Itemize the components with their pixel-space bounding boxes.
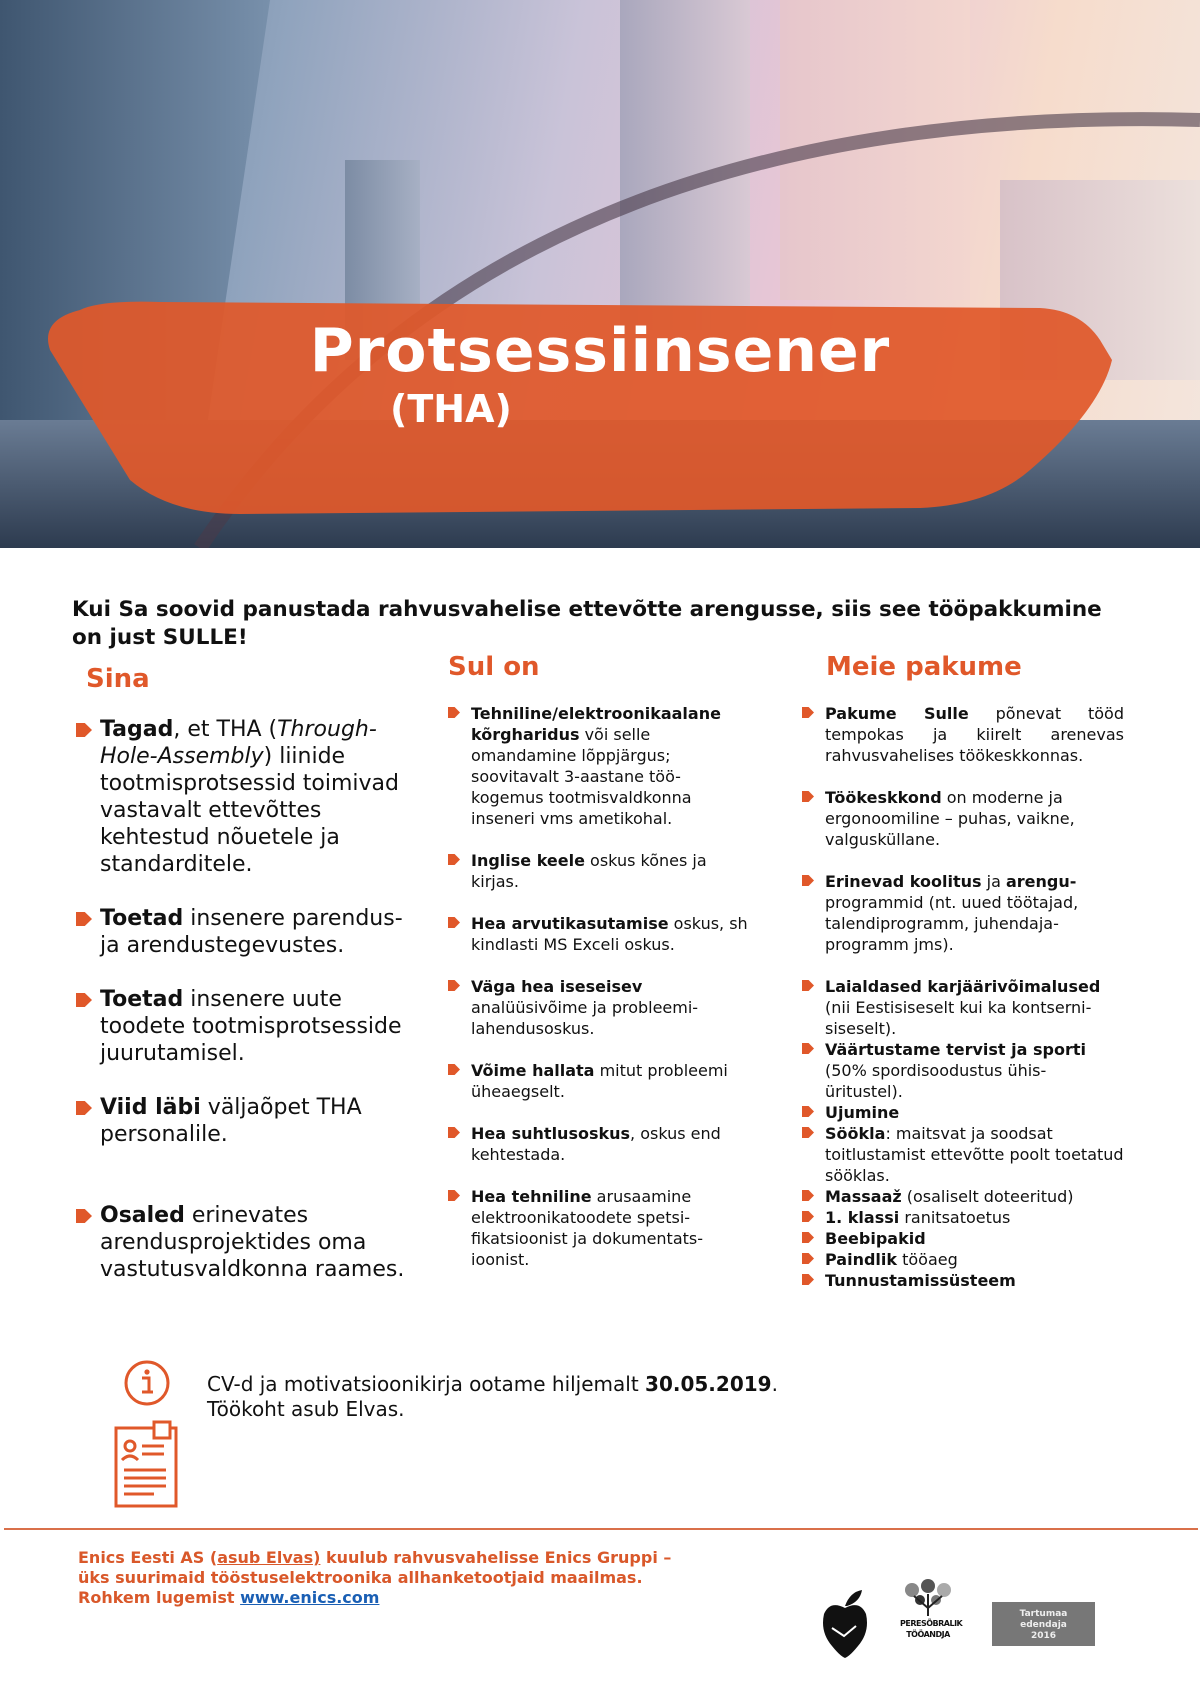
list-item xyxy=(448,976,753,1039)
item-text: põnevat tööd tempokas ja kiirelt arenevas rahvusvahelises töökeskkonnas. xyxy=(825,704,1124,765)
item-bold: Erinevad koolitus xyxy=(825,872,982,891)
list-item xyxy=(76,986,416,1067)
item-text: erinevates arendusprojektides oma vastutusvaldkonna raames. xyxy=(100,1203,405,1282)
list-item xyxy=(76,716,416,878)
bullet-icon xyxy=(448,1127,460,1138)
list-item xyxy=(448,850,753,892)
item-bold: arengu- xyxy=(1005,872,1077,891)
list-item xyxy=(802,1123,1124,1186)
bullet-icon xyxy=(802,875,814,886)
family-friendly-employer-logo xyxy=(900,1578,956,1616)
intro-text: Kui Sa soovid panustada rahvusvahelise ettevõtte arengusse, siis see tööpakkumine on just SULLE! xyxy=(72,597,1102,650)
item-bold: Töökeskkond xyxy=(825,788,942,807)
item-text: programmid (nt. uued töötajad, talendiprogramm, juhendaja-programm jms). xyxy=(825,893,1079,954)
bullet-icon xyxy=(448,980,460,991)
item-bold: Tehniline/elektroonikaalane kõrgharidus xyxy=(471,704,721,744)
list-item xyxy=(76,1094,416,1148)
item-text: , et THA ( xyxy=(173,717,278,742)
footer-text-b: kuulub rahvusvahelisse Enics Gruppi – xyxy=(320,1548,672,1567)
item-bold: Viid läbi xyxy=(100,1095,201,1120)
item-text: ja xyxy=(981,872,1006,891)
list-item xyxy=(802,1186,1124,1207)
heading-sina: Sina xyxy=(86,664,150,694)
bullet-icon xyxy=(448,1190,460,1201)
item-text: tööaeg xyxy=(897,1250,958,1269)
item-text: insenere uute toodete tootmisprotsesside juurutamisel. xyxy=(100,987,402,1066)
bullet-icon xyxy=(802,707,814,718)
item-bold: Toetad xyxy=(100,987,184,1012)
heading-sul-on: Sul on xyxy=(448,652,540,682)
sul-on-list xyxy=(448,703,753,1291)
application-info xyxy=(207,1372,778,1422)
item-bold: Tagad xyxy=(100,717,174,742)
footer-line3: Rohkem lugemist xyxy=(78,1588,241,1607)
item-bold: Pakume Sulle xyxy=(825,704,969,723)
footer-divider xyxy=(4,1528,1198,1530)
item-bold: Beebipakid xyxy=(825,1229,926,1248)
item-text: : maitsvat ja soodsat toitlustamist ettevõtte poolt toetatud sööklas. xyxy=(825,1124,1124,1185)
list-item xyxy=(802,871,1124,955)
item-text: insenere parendus- ja arendustegevustes. xyxy=(100,906,403,958)
bullet-icon xyxy=(802,1274,814,1285)
footer-text xyxy=(78,1548,671,1608)
item-bold: Massaaž xyxy=(825,1187,902,1206)
tartumaa-logo: Tartumaa edendaja 2016 xyxy=(992,1602,1095,1646)
bullet-icon xyxy=(802,980,814,991)
bullet-icon xyxy=(802,1127,814,1138)
item-text: mitut probleemi üheaegselt. xyxy=(471,1061,728,1101)
list-item xyxy=(802,703,1124,766)
item-bold: Toetad xyxy=(100,906,184,931)
list-item xyxy=(802,1207,1124,1228)
item-text: oskus, sh kindlasti MS Exceli oskus. xyxy=(471,914,748,954)
list-item xyxy=(76,905,416,959)
list-item xyxy=(448,1060,753,1102)
item-text: (nii Eestisiseselt kui ka kontserni-siseselt). xyxy=(825,998,1092,1038)
list-item xyxy=(448,1186,753,1270)
item-text: analüüsivõime ja probleemi-lahendusoskus. xyxy=(471,998,699,1038)
bullet-icon xyxy=(448,854,460,865)
item-bold: Osaled xyxy=(100,1203,185,1228)
item-text: on moderne ja ergonoomiline – puhas, vaikne, valgusküllane. xyxy=(825,788,1075,849)
item-text: ranitsatoetus xyxy=(899,1208,1011,1227)
bullet-icon xyxy=(802,1253,814,1264)
bullet-icon xyxy=(76,1209,92,1223)
footer-text-a: Enics Eesti AS ( xyxy=(78,1548,218,1567)
list-item xyxy=(448,913,753,955)
item-text: (50% spordisoodustus ühis-üritustel). xyxy=(825,1061,1047,1101)
list-item xyxy=(802,1228,1124,1249)
list-item xyxy=(802,787,1124,850)
bullet-icon xyxy=(802,1043,814,1054)
item-text: oskus kõnes ja kirjas. xyxy=(471,851,707,891)
apple-handshake-logo xyxy=(820,1588,870,1660)
list-item xyxy=(802,1249,1124,1270)
bullet-icon xyxy=(76,723,92,737)
bullet-icon xyxy=(448,1064,460,1075)
bullet-icon xyxy=(448,917,460,928)
list-item xyxy=(76,1202,416,1283)
footer-location: asub Elvas) xyxy=(217,1548,321,1567)
item-bold: Laialdased karjäärivõimalused xyxy=(825,977,1101,996)
job-title: Protsessiinsener xyxy=(309,316,891,386)
list-item xyxy=(448,703,753,829)
sina-list xyxy=(76,716,416,1310)
list-item xyxy=(448,1123,753,1165)
bullet-icon xyxy=(802,1190,814,1201)
item-text: , oskus end kehtestada. xyxy=(471,1124,721,1164)
meie-pakume-list xyxy=(802,703,1124,1291)
item-bold: Võime hallata xyxy=(471,1061,595,1080)
list-item xyxy=(802,976,1124,1039)
item-bold: Söökla xyxy=(825,1124,886,1143)
bullet-icon xyxy=(802,1211,814,1222)
item-text: (osaliselt doteeritud) xyxy=(901,1187,1074,1206)
item-text: ) liinide tootmisprotsessid toimivad vastavalt ettevõttes kehtestud nõuetele ja standarditele. xyxy=(100,744,399,877)
item-bold: Väärtustame tervist ja sporti xyxy=(825,1040,1086,1059)
deadline: 30.05.2019 xyxy=(645,1372,772,1396)
footer-line2: üks suurimaid tööstuselektroonika allhanketootjaid maailmas. xyxy=(78,1568,643,1587)
item-bold: 1. klassi xyxy=(825,1208,900,1227)
item-bold: Hea suhtlusoskus xyxy=(471,1124,631,1143)
item-bold: Väga hea iseseisev xyxy=(471,977,643,996)
application-text: CV-d ja motivatsioonikirja ootame hiljemalt xyxy=(207,1372,646,1396)
list-item xyxy=(802,1039,1124,1102)
bullet-icon xyxy=(76,993,92,1007)
employer-logo-text: PERESÕBRALIK TÖÖANDJA xyxy=(900,1619,963,1639)
job-subtitle: (THA) xyxy=(390,387,512,431)
bullet-icon xyxy=(802,1106,814,1117)
item-bold: Paindlik xyxy=(825,1250,898,1269)
bullet-icon xyxy=(76,912,92,926)
bullet-icon xyxy=(76,1101,92,1115)
item-bold: Hea arvutikasutamise xyxy=(471,914,669,933)
item-text: väljaõpet THA personalile. xyxy=(100,1095,362,1147)
info-icon xyxy=(120,1358,174,1408)
item-italic: Through-Hole-Assembly xyxy=(100,717,377,769)
document-icon xyxy=(112,1420,182,1510)
heading-meie-pakume: Meie pakume xyxy=(826,652,1022,682)
item-bold: Inglise keele xyxy=(471,851,585,870)
item-text: arusaamine elektroonikatoodete spetsi-fikatsioonist ja dokumentats-ioonist. xyxy=(471,1187,704,1269)
item-bold: Hea tehniline xyxy=(471,1187,592,1206)
bullet-icon xyxy=(448,707,460,718)
item-bold: Tunnustamissüsteem xyxy=(825,1271,1016,1290)
location-text: Töökoht asub Elvas. xyxy=(207,1397,405,1421)
item-text: või selle omandamine lõppjärgus; soovitavalt 3-aastane töö-kogemus tootmisvaldkonna inseneri vms ametikohal. xyxy=(471,725,692,828)
item-bold: Ujumine xyxy=(825,1103,900,1122)
list-item xyxy=(802,1102,1124,1123)
list-item xyxy=(802,1270,1124,1291)
bullet-icon xyxy=(802,1232,814,1243)
bullet-icon xyxy=(802,791,814,802)
period: . xyxy=(771,1372,778,1396)
website-link[interactable]: www.enics.com xyxy=(240,1588,380,1607)
